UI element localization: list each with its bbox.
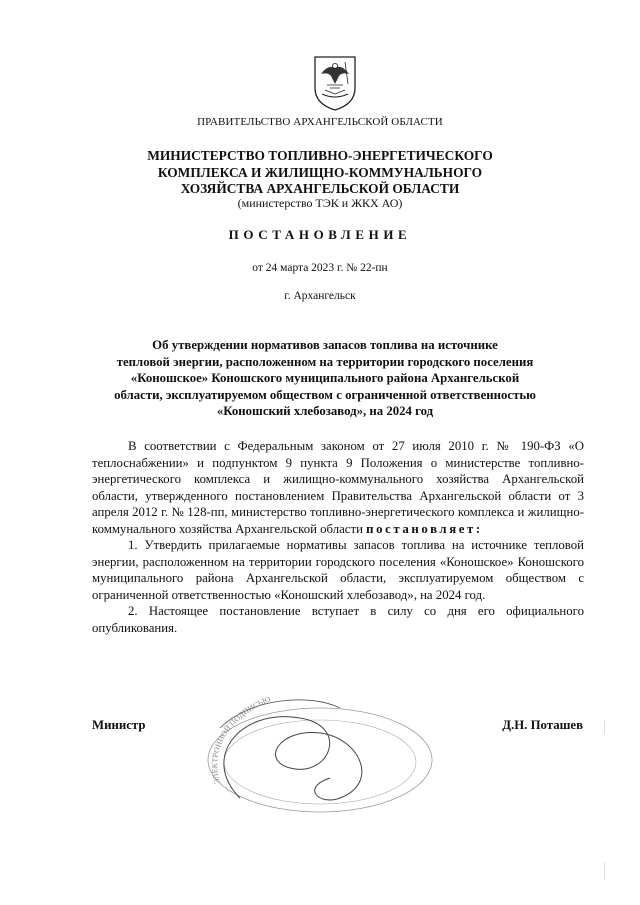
- ministry-name: [100, 148, 540, 198]
- document-type: ПОСТАНОВЛЕНИЕ: [228, 227, 412, 242]
- title-line: тепловой энергии, расположенном на территории городского поселения: [116, 354, 534, 369]
- document-date-number: от 24 марта 2023 г. № 22-пн: [252, 262, 388, 274]
- signer-position: Министр: [92, 718, 146, 732]
- preamble-paragraph: [92, 438, 584, 537]
- ministry-abbreviation: (министерство ТЭК и ЖКХ АО): [237, 196, 403, 210]
- document-body: [92, 438, 584, 637]
- item-1-paragraph: 1. Утвердить прилагаемые нормативы запасов топлива на источнике тепловой энергии, расположенном на территории городского поселения «Коношское» Коношского муниципального района Архангельской области, эксплуатируемом обществом с ограниченной ответственностью «Коношский хлебозавод», на 2024 год.: [92, 538, 584, 602]
- scan-artifact-line: [604, 720, 605, 734]
- ministry-name-line: ХОЗЯЙСТВА АРХАНГЕЛЬСКОЙ ОБЛАСТИ: [180, 181, 460, 196]
- arkhangelsk-coat-of-arms-icon: [312, 54, 358, 112]
- scan-artifact-line: [604, 862, 605, 880]
- signer-name: Д.Н. Поташев: [502, 718, 583, 732]
- title-line: «Коношский хлебозавод», на 2024 год: [216, 404, 434, 419]
- stamp-text-path: ЭЛЕКТРОННОЙ ПОДПИСЬЮ: [210, 694, 272, 786]
- ministry-name-line: МИНИСТЕРСТВО ТОПЛИВНО-ЭНЕРГЕТИЧЕСКОГО: [147, 148, 493, 163]
- preamble-text: В соответствии с Федеральным законом от 27 июля 2010 г. № 190-ФЗ «О теплоснабжении» и подпунктом 9 пункта 9 Положения о министерстве топливно-энергетического комплекса и жилищно-коммунального хозяйства Архангельской области, утвержденного постановлением Правительства Архангельской области от 3 апреля 2012 г. № 128-пп, министерство топливно-энергетического комплекса и жилищно-коммунального хозяйства Архангельской области: [92, 439, 584, 536]
- item-2-paragraph: 2. Настоящее постановление вступает в силу со дня его официального опубликования.: [92, 604, 584, 636]
- document-title: [90, 337, 560, 420]
- title-line: Об утверждении нормативов запасов топлива на источнике: [152, 338, 498, 352]
- resolves-keyword: постановляет:: [366, 521, 483, 536]
- ministry-name-line: КОМПЛЕКСА И ЖИЛИЩНО-КОММУНАЛЬНОГО: [157, 164, 483, 180]
- title-line: «Коношское» Коношского муниципального района Архангельской: [130, 371, 520, 386]
- title-line: области, эксплуатируемом обществом с ограниченной ответственностью: [114, 387, 536, 402]
- stamp-text: [210, 694, 272, 785]
- digital-signature-stamp: [180, 688, 460, 818]
- government-name: ПРАВИТЕЛЬСТВО АРХАНГЕЛЬСКОЙ ОБЛАСТИ: [197, 116, 443, 128]
- document-city: г. Архангельск: [284, 290, 356, 302]
